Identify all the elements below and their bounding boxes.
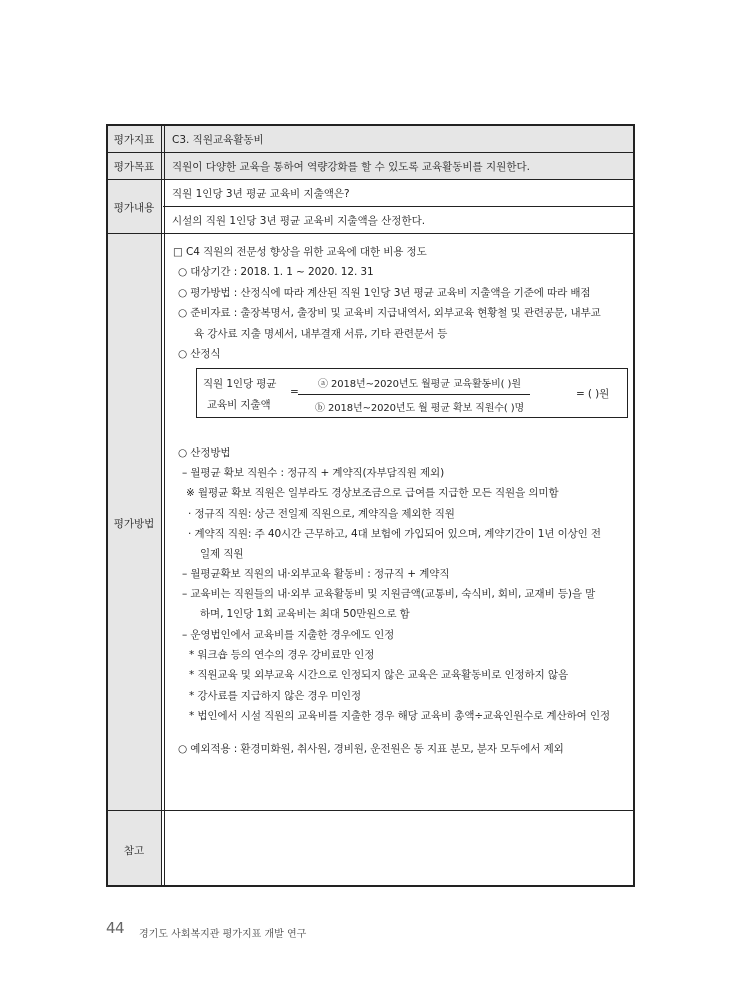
method-line: * 직원교육 및 외부교육 시간으로 인정되지 않은 교육은 교육활동비로 인정하지 않음 bbox=[189, 669, 568, 681]
content-description: 시설의 직원 1인당 3년 평균 교육비 지출액을 산정한다. bbox=[172, 215, 426, 227]
row-divider bbox=[106, 233, 635, 234]
method-line: – 운영법인에서 교육비를 지출한 경우에도 인정 bbox=[182, 629, 395, 641]
indicator-value: C3. 직원교육활동비 bbox=[172, 134, 264, 146]
method-line: □ C4 직원의 전문성 향상을 위한 교육에 대한 비용 정도 bbox=[173, 246, 427, 258]
goal-value: 직원이 다양한 교육을 통하여 역량강화를 할 수 있도록 교육활동비를 지원한다. bbox=[172, 161, 530, 173]
formula-result: = ( )원 bbox=[576, 388, 610, 400]
formula-equals: = bbox=[290, 386, 299, 398]
method-line: * 법인에서 시설 직원의 교육비를 지출한 경우 해당 교육비 총액÷교육인원수로 계산하여 인정 bbox=[189, 710, 611, 722]
row-divider bbox=[106, 179, 635, 180]
column-divider bbox=[161, 124, 162, 887]
formula-denominator: ⓑ 2018년~2020년도 월 평균 확보 직원수( )명 bbox=[315, 403, 525, 414]
method-line: * 강사료를 지급하지 않은 경우 미인정 bbox=[189, 690, 361, 702]
label-goal: 평가목표 bbox=[113, 161, 155, 173]
method-line: * 워크숍 등의 연수의 경우 강비료만 인정 bbox=[189, 649, 375, 661]
content-question: 직원 1인당 3년 평균 교육비 지출액은? bbox=[172, 188, 350, 200]
method-line: – 월평균 확보 직원수 : 정규직 + 계약직(자부담직원 제외) bbox=[182, 467, 445, 479]
cell-divider bbox=[163, 206, 635, 207]
row-divider bbox=[106, 152, 635, 153]
method-line: · 정규직 직원: 상근 전일제 직원으로, 계약직을 제외한 직원 bbox=[188, 508, 455, 520]
formula-numerator: ⓐ 2018년~2020년도 월평균 교육활동비( )원 bbox=[318, 379, 521, 390]
method-line: ※ 월평균 확보 직원은 일부라도 경상보조금으로 급여를 지급한 모든 직원을 의미함 bbox=[186, 487, 559, 499]
fraction-bar bbox=[298, 394, 530, 395]
method-line: – 교육비는 직원들의 내·외부 교육활동비 및 지원금액(교통비, 숙식비, 회비, 교재비 등)을 말 bbox=[182, 588, 596, 600]
row-divider bbox=[106, 810, 635, 811]
method-line: ○ 예외적용 : 환경미화원, 취사원, 경비원, 운전원은 동 지표 분모, 분자 모두에서 제외 bbox=[178, 743, 564, 755]
method-line: 하며, 1인당 1회 교육비는 최대 50만원으로 함 bbox=[200, 608, 410, 620]
method-line: ○ 평가방법 : 산정식에 따라 계산된 직원 1인당 3년 평균 교육비 지출액을 기준에 따라 배점 bbox=[178, 287, 591, 299]
method-line: ○ 산정방법 bbox=[178, 447, 231, 459]
method-line: 육 강사료 지출 명세서, 내부결재 서류, 기타 관련문서 등 bbox=[194, 328, 448, 340]
method-line: ○ 준비자료 : 출장복명서, 출장비 및 교육비 지급내역서, 외부교육 현황철 및 관련공문, 내부교 bbox=[178, 307, 601, 319]
label-note: 참고 bbox=[123, 845, 145, 857]
method-line: ○ 대상기간 : 2018. 1. 1 ~ 2020. 12. 31 bbox=[178, 266, 374, 278]
footer-title: 경기도 사회복지관 평가지표 개발 연구 bbox=[139, 929, 307, 940]
page-number: 44 bbox=[106, 919, 125, 937]
method-line: · 계약직 직원: 주 40시간 근무하고, 4대 보험에 가입되어 있으며, 계약기간이 1년 이상인 전 bbox=[188, 528, 601, 540]
column-divider-double bbox=[164, 124, 165, 887]
method-line: ○ 산정식 bbox=[178, 348, 221, 360]
method-line: 일제 직원 bbox=[200, 548, 244, 560]
label-indicator: 평가지표 bbox=[113, 134, 155, 146]
label-method: 평가방법 bbox=[113, 518, 155, 530]
method-line: – 월평균확보 직원의 내·외부교육 활동비 : 정규직 + 계약직 bbox=[182, 568, 450, 580]
label-content: 평가내용 bbox=[113, 202, 155, 214]
formula-left-line1: 직원 1인당 평균 bbox=[203, 378, 277, 390]
formula-left-line2: 교육비 지출액 bbox=[207, 399, 271, 411]
